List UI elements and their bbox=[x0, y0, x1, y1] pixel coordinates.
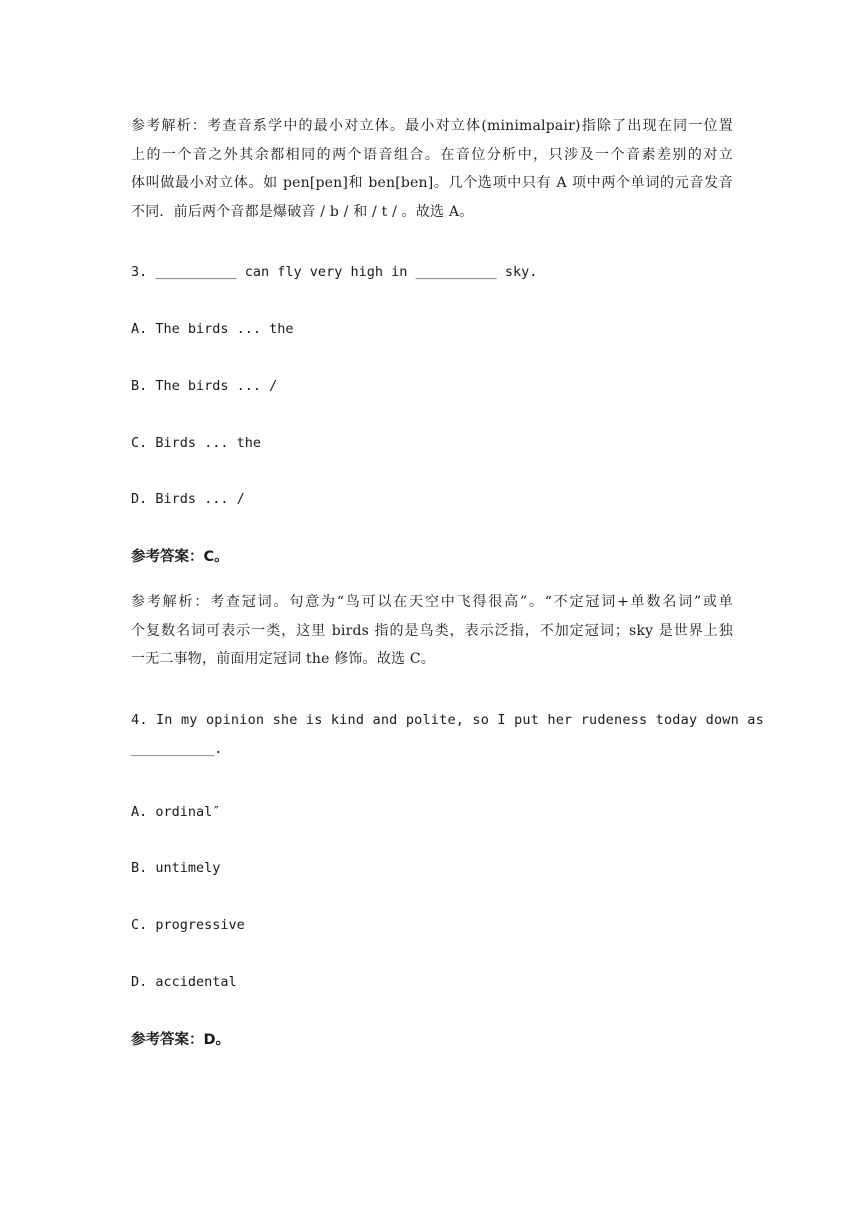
question-4-option-b: B. untimely bbox=[131, 860, 221, 876]
question-3-option-a: A. The birds ... the bbox=[131, 321, 294, 337]
question-3-answer: 参考答案：C。 bbox=[131, 549, 229, 565]
analysis-2-line-1: 参考解析：考查音系学中的最小对立体。最小对立体(minimalpair)指除了出现在同一位置 bbox=[131, 118, 733, 134]
question-4-stem bbox=[131, 706, 764, 763]
question-4-answer: 参考答案：D。 bbox=[131, 1032, 231, 1048]
analysis-2-line-4: 不同．前后两个音都是爆破音 / b / 和 / t / 。故选 A。 bbox=[131, 203, 474, 220]
question-3-option-d: D. Birds ... / bbox=[131, 491, 245, 507]
question-4-option-a: A. ordinal″ bbox=[131, 804, 221, 820]
question-4-stem-line-1: 4. In my opinion she is kind and polite, so I put her rudeness today down as bbox=[131, 712, 764, 728]
question-3-stem: 3. __________ can fly very high in __________ sky. bbox=[131, 264, 538, 280]
analysis-2-line-2: 上的一个音之外其余都相同的两个语音组合。在音位分析中，只涉及一个音素差别的对立 bbox=[131, 146, 733, 163]
question-3-option-c: C. Birds ... the bbox=[131, 435, 262, 451]
analysis-3-line-1: 参考解析：考查冠词。句意为“鸟可以在天空中飞得很高”。“不定冠词+单数名词”或单 bbox=[131, 594, 733, 610]
analysis-2-line-3: 体叫做最小对立体。如 pen[pen]和 ben[ben]。几个选项中只有 A 项中两个单词的元音发音 bbox=[131, 175, 733, 191]
analysis-3-line-2: 个复数名词可表示一类，这里 birds 指的是鸟类，表示泛指，不加定冠词；sky 是世界上独 bbox=[131, 622, 733, 639]
question-4-option-c: C. progressive bbox=[131, 917, 245, 933]
analysis-3-line-3: 一无二事物，前面用定冠词 the 修饰。故选 C。 bbox=[131, 651, 435, 667]
question-4-stem-line-2: __________. bbox=[131, 740, 223, 757]
question-3-option-b: B. The birds ... / bbox=[131, 378, 278, 394]
analysis-paragraph-3 bbox=[131, 588, 733, 674]
question-4-option-d: D. accidental bbox=[131, 974, 237, 990]
analysis-paragraph-2 bbox=[131, 112, 733, 226]
